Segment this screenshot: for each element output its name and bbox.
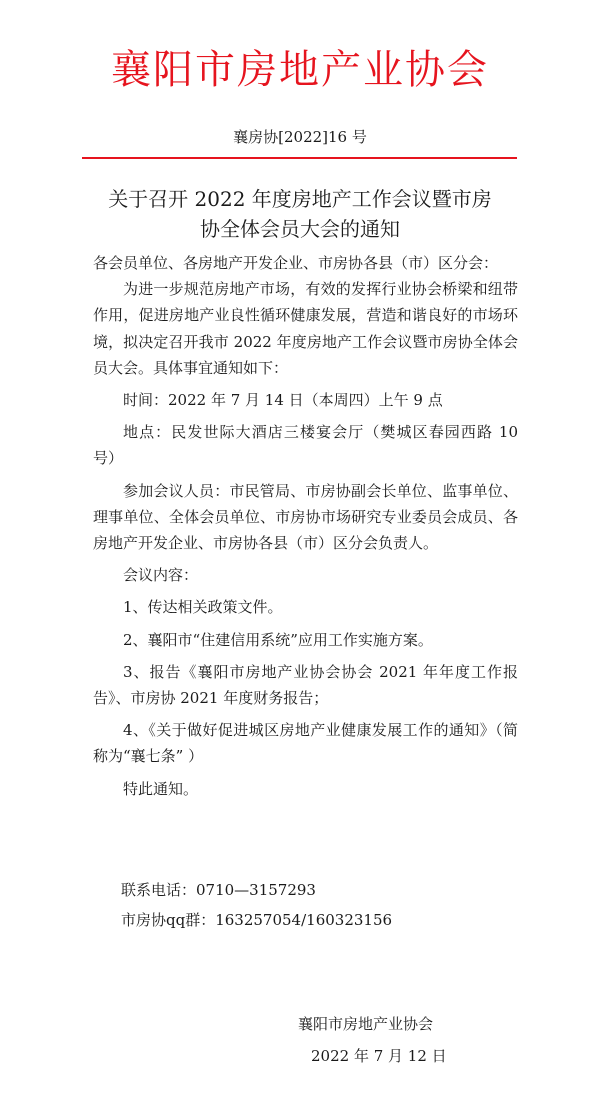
- closing-remark: 特此通知。: [123, 779, 199, 798]
- meeting-place: 地点：民发世际大酒店三楼宴会厅（樊城区春园西路 10 号）: [93, 423, 518, 468]
- issuer-title: 襄阳市房地产业协会: [111, 47, 489, 93]
- contact-qq-group: 市房协qq群：163257054/160323156: [121, 911, 393, 929]
- intro-paragraph: 为进一步规范房地产市场，有效的发挥行业协会桥梁和纽带作用，促进房地产业良性循环健康发展，营造和谐良好的市场环境，拟决定召开我市 2022 年度房地产工作会议暨市房协全体会员大会。具体事宜通知如下：: [93, 280, 518, 377]
- document-number: 襄房协[2022]16 号: [233, 128, 367, 146]
- agenda-item-3: 3、报告《襄阳市房地产业协会协会 2021 年年度工作报告》、市房协 2021 年度财务报告；: [93, 662, 518, 708]
- agenda-item-2: 2、襄阳市“住建信用系统”应用工作实施方案。: [123, 630, 433, 649]
- contact-phone: 联系电话：0710—3157293: [121, 881, 316, 899]
- meeting-time: 时间：2022 年 7 月 14 日（本周四）上午 9 点: [123, 391, 443, 410]
- red-divider: [82, 157, 517, 159]
- salutation: 各会员单位、各房地产开发企业、市房协各县（市）区分会：: [93, 254, 499, 272]
- attendees-paragraph: 参加会议人员：市民管局、市房协副会长单位、监事单位、理事单位、全体会员单位、市房协市场研究专业委员会成员、各房地产开发企业、市房协各县（市）区分会负责人。: [93, 481, 518, 553]
- notice-title-line-2: 协全体会员大会的通知: [200, 217, 400, 241]
- agenda-item-1: 1、传达相关政策文件。: [123, 598, 283, 617]
- agenda-label: 会议内容：: [123, 566, 199, 585]
- agenda-item-4: 4、《关于做好促进城区房地产业健康发展工作的通知》（简称为“襄七条” ）: [93, 721, 518, 766]
- notice-title-line-1: 关于召开 2022 年度房地产工作会议暨市房: [108, 187, 492, 211]
- notice-title: [60, 184, 540, 244]
- notice-body: [93, 250, 518, 802]
- signature-date: 2022 年 7 月 12 日: [311, 1047, 447, 1065]
- signature-org: 襄阳市房地产业协会: [298, 1015, 434, 1033]
